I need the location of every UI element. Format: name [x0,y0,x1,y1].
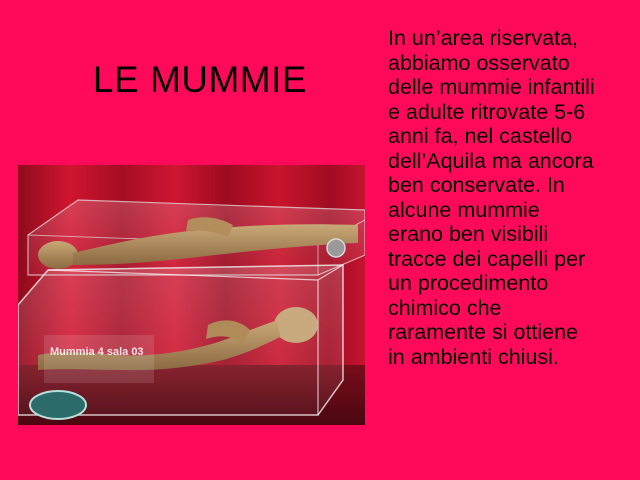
body-line: alcune mummie [388,197,540,222]
body-line: anni fa, nel castello [388,124,573,148]
body-line: dell’Aquila ma ancora [388,148,594,173]
body-line: erano ben visibili [388,222,549,246]
back-display-case [28,200,365,275]
body-line: In un’area riservata, [388,26,579,50]
slide-title: LE MUMMIE [92,59,308,100]
body-line: raramente si ottiene [388,320,579,344]
body-line: abbiamo osservato [388,50,570,75]
body-line: chimico che [388,295,502,320]
body-line: in ambienti chiusi. [388,344,559,369]
body-line: ben conservate. In [388,173,565,197]
body-text [388,26,638,369]
case-label: Mummia 4 sala 03 [50,346,144,358]
body-line: tracce dei capelli per [388,246,586,271]
body-line: un procedimento [388,271,549,295]
body-line: e adulte ritrovate 5-6 [388,99,586,124]
front-display-case [18,265,343,419]
mummies-photo [18,165,365,425]
body-line: delle mummie infantili [388,75,595,99]
